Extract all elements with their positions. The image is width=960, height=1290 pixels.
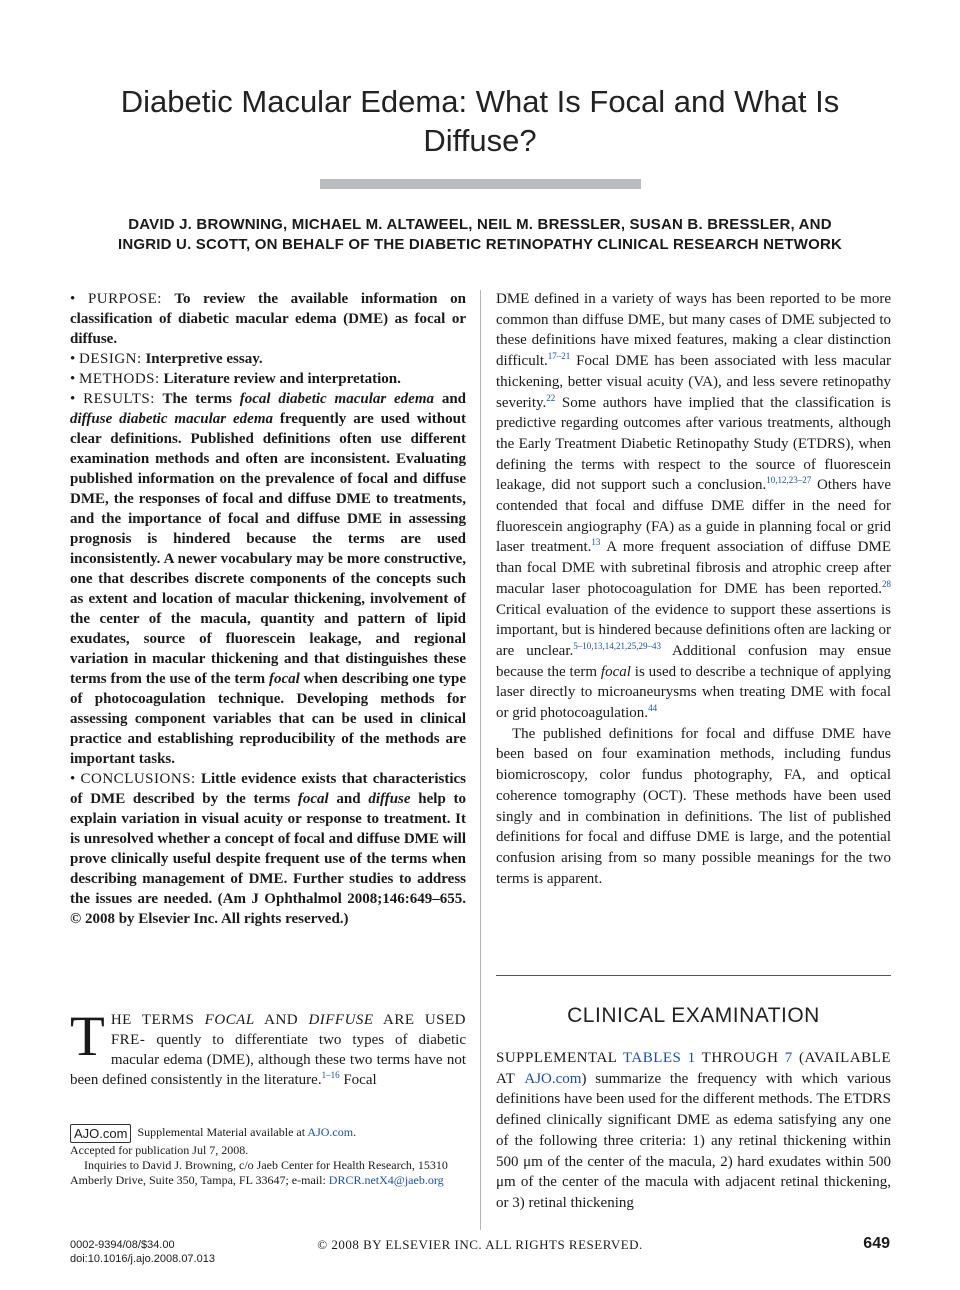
citation-link[interactable]: 22 — [546, 392, 556, 403]
citation-link[interactable]: 1–16 — [321, 1070, 340, 1080]
title-underline-bar — [320, 179, 641, 189]
citation-link[interactable]: 17–21 — [547, 351, 571, 362]
citation-link[interactable]: 13 — [591, 537, 601, 548]
abstract-results: • RESULTS: The terms focal diabetic macular edema and diffuse diabetic macular edema frequently are used without clear definitions. Published definitions often use different examination methods and often are inconsistent. Evaluating published information on the prevalence of focal and diffuse DME, the responses of focal and diffuse DME to treatments, and the importance of focal and diffuse DME in assessing prognosis is hindered because the terms are used inconsistently. A newer vocabulary may be more constructive, one that describes discrete components of the concepts such as extent and location of macular thickening, involvement of the center of the macula, quantity and pattern of lipid exudates, source of fluorescein leakage, and regional variation in macular thickening and that distinguishes these terms from the use of the term focal when describing one type of photocoagulation technique. Developing methods for assessing component variables that can be used in clinical practice and establishing reproducibility of the methods are important tasks. — [70, 391, 467, 767]
abstract-design: • DESIGN: Interpretive essay. — [70, 351, 263, 367]
footer-copyright: © 2008 BY ELSEVIER INC. ALL RIGHTS RESERVED. — [317, 1237, 643, 1252]
purpose-label: PURPOSE: — [87, 291, 162, 307]
table-7-link[interactable]: 7 — [784, 1050, 793, 1066]
inquiries-note: Inquiries to David J. Browning, c/o Jaeb Center for Health Research, 15310 Amberly Drive, Suite 350, Tampa, FL 33647; e-mail: DRCR.netX4@jaeb.org — [70, 1158, 448, 1187]
design-label: DESIGN: — [79, 351, 142, 367]
email-link[interactable]: DRCR.netX4@jaeb.org — [328, 1173, 444, 1187]
body-paragraph-2: The published definitions for focal and diffuse DME have been based on four examination methods, including fundus biomicroscopy, color fundus photography, FA, and optical coherence tomography (OCT). These methods have been used singly and in combination in definitions. The list of published definitions for focal and diffuse DME is large, and the potential confusion arising from so many possible meanings for the two terms is apparent. — [496, 725, 891, 887]
author-list — [60, 215, 900, 255]
column-divider — [480, 290, 481, 1230]
author-line-2: INGRID U. SCOTT, ON BEHALF OF THE DIABETIC RETINOPATHY CLINICAL RESEARCH NETWORK — [117, 236, 843, 253]
author-line-1: DAVID J. BROWNING, MICHAEL M. ALTAWEEL, NEIL M. BRESSLER, SUSAN B. BRESSLER, AND — [128, 216, 832, 233]
abstract — [70, 289, 466, 929]
methods-label: METHODS: — [79, 371, 160, 387]
supplemental-note: AJO.com Supplemental Material available at AJO.com. — [70, 1124, 466, 1143]
issn: 0002-9394/08/$34.00 — [70, 1239, 175, 1251]
abstract-methods: • METHODS: Literature review and interpretation. — [70, 371, 401, 387]
abstract-conclusions: • CONCLUSIONS: Little evidence exists that characteristics of DME described by the terms focal and diffuse help to explain variation in visual acuity or response to treatment. It is unresolved whether a concept of focal and diffuse DME will prove clinically useful despite frequent use of the terms when describing management of DME. Further studies to address the issues are needed. (Am J Ophthalmol 2008;146:649–655. © 2008 by Elsevier Inc. All rights reserved.) — [70, 771, 467, 927]
results-label: RESULTS: — [83, 391, 155, 407]
citation-link[interactable]: 10,12,23–27 — [766, 475, 812, 486]
citation-link[interactable]: 28 — [882, 578, 891, 589]
right-column-body — [496, 289, 891, 889]
doi: doi:10.1016/j.ajo.2008.07.013 — [70, 1253, 215, 1265]
accepted-date: Accepted for publication Jul 7, 2008. — [70, 1143, 249, 1157]
ajo-link[interactable]: AJO.com — [524, 1070, 582, 1087]
tables-link[interactable]: TABLES 1 — [622, 1050, 696, 1066]
section-rule — [496, 975, 891, 976]
drop-cap: T — [70, 1005, 105, 1068]
footer-identifiers — [70, 1238, 215, 1266]
citation-link[interactable]: 5–10,13,14,21,25,29–43 — [573, 640, 661, 651]
abstract-purpose: • PURPOSE: To review the available information on classification of diabetic macular edema (DME) as focal or diffuse. — [70, 291, 467, 347]
section-heading: CLINICAL EXAMINATION — [567, 1004, 820, 1027]
article-title: Diabetic Macular Edema: What Is Focal and What Is Diffuse? — [120, 84, 840, 158]
ajo-link[interactable]: AJO.com — [307, 1125, 354, 1139]
conclusions-label: CONCLUSIONS: — [80, 771, 196, 787]
citation-link[interactable]: 44 — [648, 703, 658, 714]
clinical-exam-paragraph: SUPPLEMENTAL TABLES 1 THROUGH 7 (AVAILABLE AT AJO.com) summarize the frequency with which various definitions have been used for the different methods. The ETDRS defined clinically significant DME as edema satisfying any one of the following three criteria: 1) any retinal thickening within 500 μm of the center of the macula, 2) hard exudates within 500 μm of the center of the macula with adjacent retinal thickening, or 3) retinal thickening — [496, 1050, 891, 1211]
page-number: 649 — [863, 1235, 890, 1252]
ajo-logo: AJO.com — [70, 1124, 131, 1143]
intro-paragraph: THE TERMS FOCAL AND DIFFUSE ARE USED FRE- quently to differentiate two types of diabetic macular edema (DME), although these two terms have not been defined consistently in the literature.$^{1-16}$ Focal — [70, 1005, 467, 1088]
footnotes — [70, 1124, 466, 1188]
body-paragraph-1: DME defined in a variety of ways has been reported to be more common than diffuse DME, but many cases of DME subjected to these definitions have mixed features, making a clear distinction difficult.$^{17-21}$ Focal DME has been associated with less macular thickening, better visual acuity (VA), and less severe retinopathy severity.$^{22}$ Some authors have implied that the classification is predictive regarding outcomes after various treatments, although the Early Treatment Diabetic Retinopathy Study (ETDRS), when defining the terms with respect to the source of fluorescein leakage, did not support such a conclusion.$^{10,12,23-27}$ Others have contended that focal and diffuse DME differ in the need for fluorescein angiography (FA) as a guide in planning focal or grid laser treatment.$^{13}$ A more frequent association of diffuse DME than focal DME with subretinal fibrosis and atrophic creep after macular laser photocoagulation for DME has been reported.$^{28}$ Critical evaluation of the evidence to support these assertions is important, but is hindered because definitions often are lacking or are unclear.$^{5-10,13,14,21,25,29-43}$ Additional confusion may ensue because the term focal is used to describe a technique of applying laser directly to microaneurysms when treating DME with focal or grid photocoagulation.$^{44}$ — [496, 291, 892, 722]
